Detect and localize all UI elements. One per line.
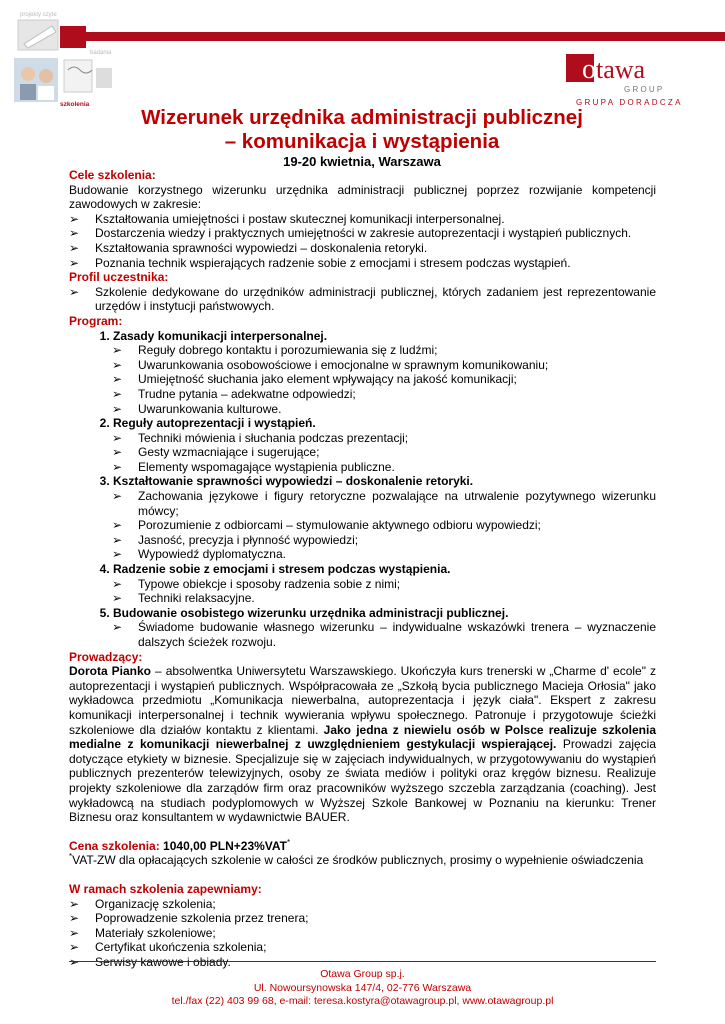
trainer-bio <box>69 664 656 825</box>
collage-photo-glass <box>96 68 112 88</box>
footer-contact: tel./fax (22) 403 99 68, e-mail: teresa.kostyra@otawagroup.pl, www.otawagroup.pl <box>171 995 554 1007</box>
program-section <box>113 329 656 417</box>
list-item: ➢ Poprowadzenie szkolenia przez trenera; <box>95 911 656 926</box>
list-item: ➢ Techniki mówienia i słuchania podczas prezentacji; <box>138 431 656 446</box>
vat-note-mark: * <box>69 852 73 862</box>
program-section-title: Radzenie sobie z emocjami i stresem podczas wystąpienia. <box>113 562 451 577</box>
price-label: Cena szkolenia: <box>69 838 160 853</box>
program-section <box>113 562 656 606</box>
cele-intro: Budowanie korzystnego wizerunku urzędnika administracji publicznej poprzez rozwijanie kompetencji zawodowych w zakresie: <box>69 182 656 212</box>
collage-body-2 <box>38 86 54 100</box>
list-item: ➢ Porozumienie z odbiorcami – stymulowanie aktywnego odbioru wypowiedzi; <box>138 518 656 533</box>
profil-list <box>69 285 656 314</box>
footer-divider <box>69 961 656 962</box>
list-item: ➢ Organizację szkolenia; <box>95 897 656 912</box>
collage-photo-cert <box>64 60 92 92</box>
list-item: ➢ Trudne pytania – adekwatne odpowiedzi; <box>138 387 656 402</box>
list-item: ➢ Jasność, precyzja i płynność wypowiedzi; <box>138 533 656 548</box>
cele-heading: Cele szkolenia: <box>69 168 156 182</box>
list-item: ➢ Świadome budowanie własnego wizerunku – indywidualne wskazówki trenera – wyznaczenie dalszych ścieżek rozwoju. <box>138 620 656 649</box>
program-heading: Program: <box>69 313 123 328</box>
zapewniamy-heading: W ramach szkolenia zapewniamy: <box>69 881 262 896</box>
cele-list <box>69 212 656 270</box>
collage-label-szkolenia: szkolenia <box>60 101 90 108</box>
trainer-bio-part-2: Prowadzi zajęcia dotyczące etykiety w biznesie. Specjalizuje się w zajęciach indywidualnych, w przygotowywaniu do wystąpień publicznych prezenterów telewizyjnych, osoby ze świata mediów i polityki oraz kręgów biznesu. Realizuje projekty szkoleniowe dla zarządów firm oraz pracowników wyższego szczebla zarządzania (coaching). Jest wykładowcą na studiach podyplomowych w Wyższej Szkole Bankowej w Poznaniu na kierunku: Trener Biznesu oraz konsultantem w wydawnictwie BAUER. <box>69 737 656 825</box>
header-bar <box>62 32 725 41</box>
list-item: ➢ Techniki relaksacyjne. <box>138 591 656 606</box>
list-item: ➢ Uwarunkowania kulturowe. <box>138 402 656 417</box>
profil-heading: Profil uczestnika: <box>69 270 169 285</box>
page-title <box>62 106 662 154</box>
footer <box>69 968 656 1009</box>
program-section-items <box>113 577 656 606</box>
program-section <box>113 416 656 474</box>
vat-note-text: VAT-ZW dla opłacających szkolenie w całości ze środków publicznych, prosimy o wypełnienie oświadczenia <box>72 853 644 868</box>
program-section <box>113 474 656 562</box>
list-item: ➢ Elementy wspomagające wystąpienia publiczne. <box>138 460 656 475</box>
title-line-2: – komunikacja i wystąpienia <box>224 130 500 153</box>
program-list <box>69 329 656 650</box>
collage-label-badania: badania <box>90 50 112 56</box>
logo-subtitle: GRUPA DORADCZA <box>576 98 683 107</box>
program-section-title: Budowanie osobistego wizerunku urzędnika administracji publicznej. <box>113 605 509 620</box>
program-section <box>113 606 656 650</box>
title-line-1: Wizerunek urzędnika administracji publicznej <box>141 106 583 129</box>
program-section-title: Zasady komunikacji interpersonalnej. <box>113 328 328 343</box>
zapewniamy-list <box>69 897 656 970</box>
collage-image <box>14 8 126 112</box>
price-mark: * <box>287 837 291 847</box>
program-section-items <box>113 489 656 562</box>
list-item: ➢ Wypowiedź dyplomatyczna. <box>138 547 656 562</box>
collage-body-1 <box>20 84 36 100</box>
list-item: ➢ Reguły dobrego kontaktu i porozumiewania się z ludźmi; <box>138 343 656 358</box>
program-section-items <box>113 343 656 416</box>
collage-label-projekty: projekty szyte <box>20 12 57 18</box>
date-location: 19-20 kwietnia, Warszawa <box>283 154 441 169</box>
collage-red-block <box>60 26 86 48</box>
program-section-title: Kształtowanie sprawności wypowiedzi – doskonalenie retoryki. <box>113 474 474 489</box>
list-item: ➢ Gesty wzmacniające i sugerujące; <box>138 445 656 460</box>
list-item: ➢ Materiały szkoleniowe; <box>95 926 656 941</box>
list-item: ➢ Umiejętność słuchania jako element wpływający na jakość komunikacji; <box>138 372 656 387</box>
list-item: ➢ Typowe obiekcje i sposoby radzenia sobie z nimi; <box>138 577 656 592</box>
list-item: ➢ Poznania technik wspierających radzenie sobie z emocjami i stresem podczas wystąpień. <box>95 256 656 271</box>
trainer-bio-highlight: Jako jedna z niewielu osób w Polsce realizuje szkolenia medialne z komunikacji niewerbalnej z uwzględnieniem gestykulacji wspierającej. <box>69 722 656 752</box>
list-item: ➢ Zachowania językowe i figury retoryczne pozwalające na utrwalenie pozytywnego wizerunku mówcy; <box>138 489 656 518</box>
logo-letter-o: o <box>582 54 596 85</box>
list-item: ➢ Kształtowania umiejętności i postaw skutecznej komunikacji interpersonalnej. <box>95 212 656 227</box>
program-section-title: Reguły autoprezentacji i wystąpień. <box>113 416 316 431</box>
prowadzacy-heading: Prowadzący: <box>69 649 143 664</box>
trainer-name: Dorota Pianko <box>69 664 152 679</box>
collage-face-1 <box>21 67 35 81</box>
price-line <box>69 839 656 854</box>
list-item: ➢ Uwarunkowania osobowościowe i emocjonalne w sprawnym komunikowaniu; <box>138 358 656 373</box>
trainer-bio-part-1: – absolwentka Uniwersytetu Warszawskiego. Ukończyła kurs trenerski w „Charme d' ecole" z autoprezentacji i wystąpień publicznych. Współpracowała ze „Szkołą bycia publicznego Macieja Orłosia" jako wykładowca przedmiotu „Komunikacja niewerbalna, autoprezentacja i język ciała". Ekspert z zakresu komunikacji interpersonalnej i technik wywierania wpływu społecznego. Patronuje i przygotowuje ścieżki szkoleniowe dla działów kontaktu z klientami. <box>69 664 656 737</box>
list-item: ➢ Certyfikat ukończenia szkolenia; <box>95 940 656 955</box>
logo-group: G R O U P <box>624 85 663 94</box>
main-content <box>69 168 656 969</box>
logo-wordmark: tawa <box>596 55 646 84</box>
price-value: 1040,00 PLN+23%VAT <box>163 838 288 853</box>
collage-face-2 <box>39 69 53 83</box>
footer-address: Ul. Nowoursynowska 147/4, 02-776 Warszawa <box>253 981 472 994</box>
list-item: ➢ Szkolenie dedykowane do urzędników administracji publicznej, których zadaniem jest reprezentowanie urzędów i instytucji państwowych. <box>95 285 656 314</box>
program-section-items <box>113 620 656 649</box>
list-item: ➢ Dostarczenia wiedzy i praktycznych umiejętności w zakresie autoprezentacji i wystąpień publicznych. <box>95 226 656 241</box>
list-item: ➢ Kształtowania sprawności wypowiedzi – doskonalenia retoryki. <box>95 241 656 256</box>
program-section-items <box>113 431 656 475</box>
vat-note <box>69 853 656 868</box>
footer-company: Otawa Group sp.j. <box>320 968 405 980</box>
